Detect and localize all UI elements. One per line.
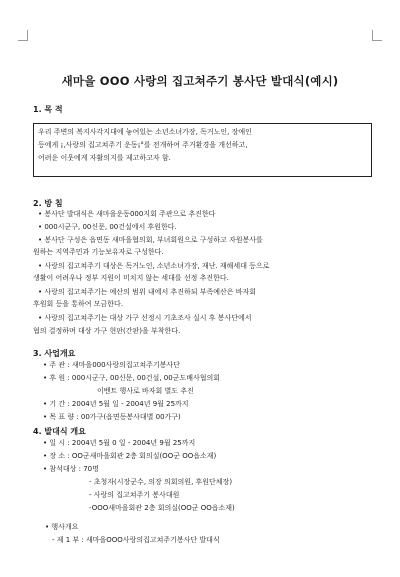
purpose-line: 등에게 ¡,사랑의 집고쳐주기 운동¡°를 전개하여 주거환경을 개선하고, — [38, 141, 248, 149]
overview-line: • 후 원 : 000시군구, 00신문, 00건설, 00군도배사협의회 — [43, 374, 221, 382]
policy-line: • 봉사단 구성은 읍면동 새마을협의회, 부녀회원으로 구성하고 자원봉사를 — [38, 236, 263, 244]
policy-line: 협의 결정하며 대상 가구 현판(간판)을 부착한다. — [33, 327, 181, 335]
ceremony-line: • 참석대상 : 70명 — [43, 465, 99, 473]
policy-line: • 봉사단 발대식은 새마을운동000지회 주관으로 추진한다 — [38, 210, 216, 218]
purpose-line: 우리 주변의 복지사각지대에 놓여있는 소년소녀가장, 독거노인, 장애인 — [38, 128, 252, 136]
ceremony-line: • 행사개요 — [45, 523, 79, 531]
section-heading-policy: 2. 방 침 — [33, 199, 63, 208]
overview-line: • 목 표 량 : 00가구(읍면동봉사대별 00가구) — [43, 413, 181, 421]
document-title: 새마을 OOO 사랑의 집고쳐주기 봉사단 발대식(예시) — [61, 74, 339, 88]
policy-line: 원하는 지역주민과 기능보유자로 구성한다. — [33, 248, 164, 256]
purpose-box — [33, 123, 372, 177]
ceremony-line: - 제 1 부 : 새마을OOO사랑의집고쳐주기봉사단 발대식 — [52, 536, 220, 544]
ceremony-line: - 초청자(시장군수, 의장 의회의원, 후원단체장) — [89, 478, 233, 486]
overview-line: • 기 간 : 2004년 5월 일 - 2004년 9월 25까지 — [43, 400, 189, 408]
crop-mark-top-left-h — [18, 40, 28, 41]
crop-mark-top-left-v — [27, 30, 28, 40]
ceremony-line: • 장 소 : OO군새마을회관 2층 회의실(OO군 OO읍소재) — [43, 452, 217, 460]
crop-mark-top-right-h — [372, 40, 382, 41]
policy-line: 후원회 등을 통하여 모금한다. — [33, 300, 124, 308]
purpose-line: 어려운 이웃에게 자활의지를 제고하고자 함. — [38, 154, 171, 162]
policy-line: 생활이 어려우나 정부 지원이 미치지 않는 세대를 선정 추진한다. — [33, 274, 229, 282]
policy-line: • 000시군구, 00신문, 00건설에서 후원한다. — [38, 223, 177, 231]
overview-line: • 주 관 : 새마을000사랑의집고쳐주기봉사단 — [43, 361, 180, 369]
policy-line: • 사랑의 집고쳐주기는 예산의 범위 내에서 추진하되 부족예산은 바자회 — [38, 288, 257, 296]
overview-line: 이벤트 행사로 바자회 별도 추진 — [97, 387, 194, 395]
policy-line: • 사랑의 집고쳐주기는 대상 가구 선정시 기초조사 실시 후 봉사단에서 — [38, 314, 252, 322]
policy-line: • 사랑의 집고쳐주기 대상은 독거노인, 소년소녀가장, 재난. 재해세대 등으로 — [38, 262, 270, 270]
section-heading-purpose: 1. 목 적 — [33, 105, 63, 114]
ceremony-line: -OOO새마을회관 2층 회의실(OO군 OO읍소재) — [89, 504, 235, 512]
section-heading-overview: 3. 사업개요 — [33, 349, 76, 358]
crop-mark-top-right-v — [372, 30, 373, 40]
ceremony-line: - 사랑의 집고쳐주기 봉사대원 — [89, 491, 180, 499]
section-heading-ceremony: 4. 발대식 개요 — [33, 427, 86, 436]
ceremony-line: • 일 시 : 2004년 5월 0 일 - 2004년 9월 25까지 — [43, 439, 196, 447]
